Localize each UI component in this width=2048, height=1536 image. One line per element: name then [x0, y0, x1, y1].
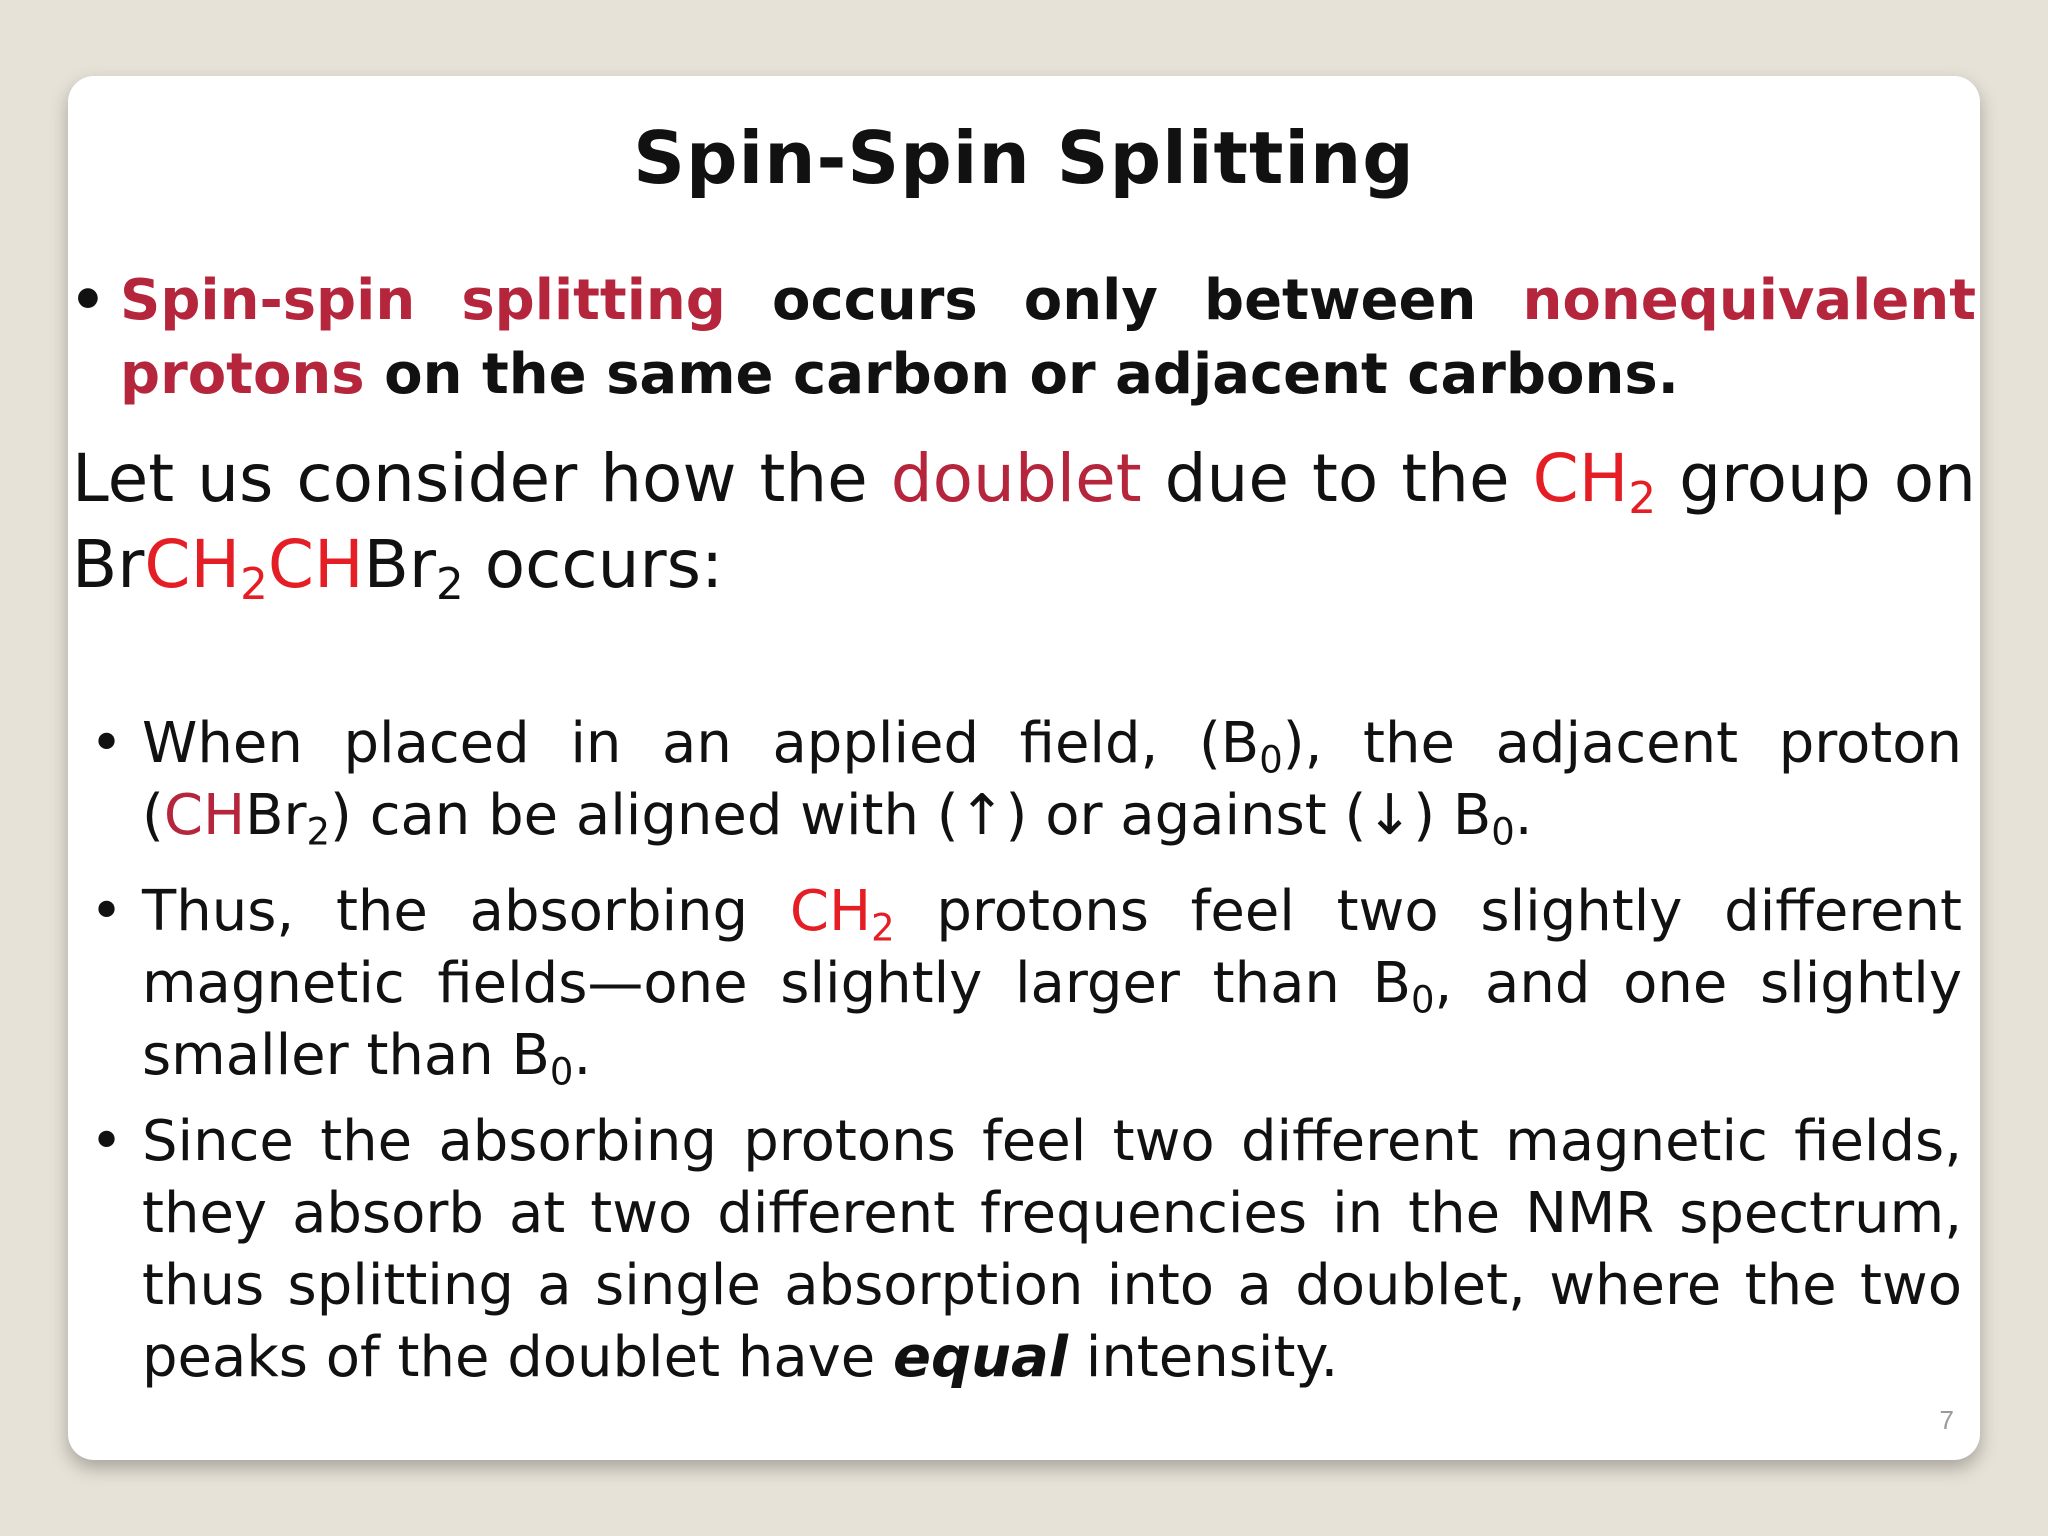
bullet-marker: •: [90, 711, 124, 776]
intro-text-part: on the same carbon or adjacent carbons.: [364, 342, 1679, 407]
page-number: 7: [1939, 1405, 1954, 1435]
bullet-item-applied-field: • When placed in an applied field, $(B_0)$, the adjacent proton (CHBr$_2$) can be aligned with (↑) or against (↓) $B_0$.: [68, 708, 1962, 852]
bullet-item-two-fields: • Thus, the absorbing $CH_2$ protons feel two slightly different magnetic fields—one slightly larger than $B_0$, and one slightly smaller than $B_0$.: [68, 876, 1962, 1092]
term-doublet: doublet: [890, 440, 1142, 517]
formula-ch2: $CH_2$: [1532, 440, 1657, 525]
consider-text: due to the: [1141, 440, 1533, 517]
term-spin-spin-splitting: Spin-spin splitting: [120, 268, 726, 333]
bullet-marker: •: [90, 879, 124, 944]
bullet-list: [68, 708, 1962, 1418]
slide-title: Spin-Spin Splitting: [633, 116, 1415, 200]
slide: [68, 76, 1980, 1460]
intro-text: [120, 264, 1976, 412]
intro-bullet: [68, 264, 1976, 412]
bullet-item-doublet: • Since the absorbing protons feel two different magnetic fields, they absorb at two different frequencies in the NMR spectrum, thus splitting a single absorption into a doublet, where the two peaks of the doublet have equal intensity.: [68, 1106, 1962, 1394]
bullet-marker: •: [70, 268, 106, 333]
intro-text-part: occurs only between: [725, 268, 1523, 333]
consider-text: occurs:: [463, 526, 724, 603]
consider-text: Let us consider how the: [72, 440, 891, 517]
bullet-marker: •: [90, 1109, 124, 1174]
term-nonequivalent-protons: nonequivalent protons: [120, 268, 1976, 407]
formula-brch2chbr2: BrCH$_2$CHBr$_2$: [72, 526, 464, 611]
consider-paragraph: [72, 436, 1976, 611]
consider-text: group on: [1656, 440, 1976, 517]
emphasis-equal: equal: [893, 1325, 1068, 1390]
